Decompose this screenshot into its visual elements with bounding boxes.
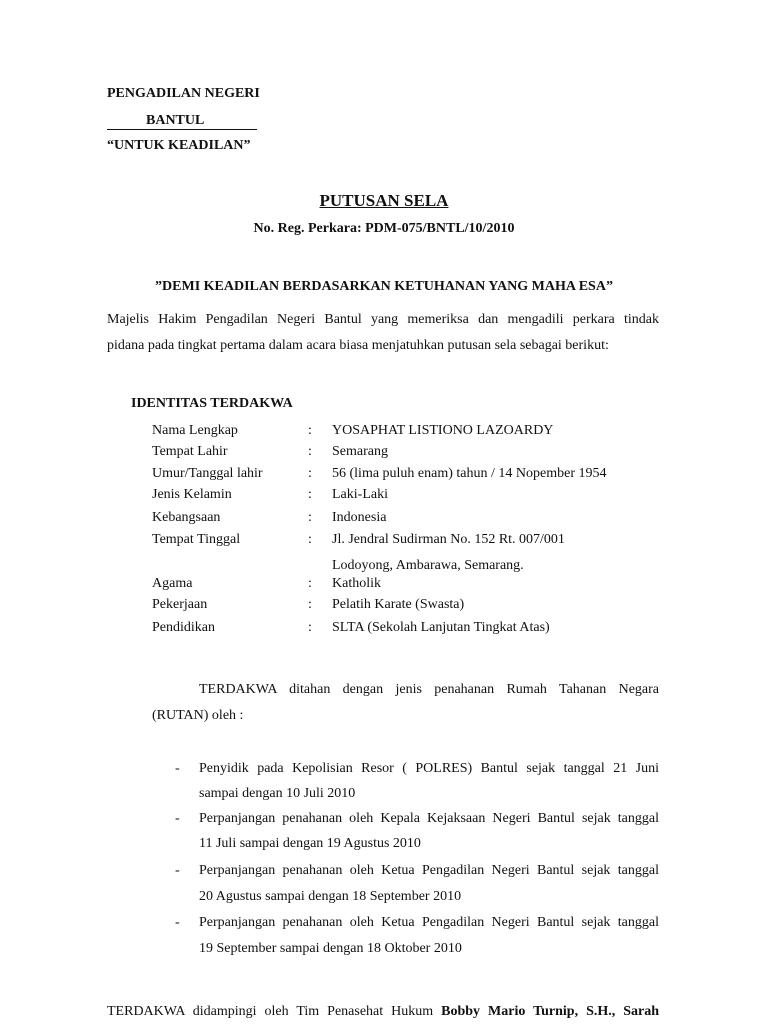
identity-label: Kebangsaan [152,510,221,525]
identity-colon: : [308,487,312,502]
list-bullet: - [175,761,180,776]
identity-colon: : [308,510,312,525]
detention-line-1: TERDAKWA ditahan dengan jenis penahanan Rumah Tahanan Negara [199,682,659,697]
identity-label: Agama [152,576,193,591]
identity-label: Nama Lengkap [152,423,238,438]
counsel-text: TERDAKWA didampingi oleh Tim Penasehat Hukum [107,1004,434,1019]
identity-colon: : [308,444,312,459]
identity-value: 56 (lima puluh enam) tahun / 14 Nopember 1954 [332,466,607,481]
header-divider [107,129,257,130]
identity-value: Indonesia [332,510,387,525]
identity-value: Semarang [332,444,388,459]
identity-value: Jl. Jendral Sudirman No. 152 Rt. 007/001 [332,532,565,547]
identity-colon: : [308,466,312,481]
identity-label: Tempat Tinggal [152,532,241,547]
counsel-line [107,1004,659,1020]
detention-line-2: (RUTAN) oleh : [152,708,244,723]
list-item-line: 11 Juli sampai dengan 19 Agustus 2010 [199,836,421,851]
identity-label: Umur/Tanggal lahir [152,466,263,481]
list-bullet: - [175,863,180,878]
list-item-line: Penyidik pada Kepolisian Resor ( POLRES) Bantul sejak tanggal 21 Juni [199,761,659,776]
identity-label: Tempat Lahir [152,444,228,459]
identity-value: Katholik [332,576,381,591]
identity-heading: IDENTITAS TERDAKWA [131,396,293,411]
list-item-line: sampai dengan 10 Juli 2010 [199,786,356,801]
identity-label: Pendidikan [152,620,215,635]
identity-colon: : [308,597,312,612]
identity-label: Jenis Kelamin [152,487,232,502]
list-item-line: Perpanjangan penahanan oleh Ketua Pengadilan Negeri Bantul sejak tanggal [199,915,659,930]
counsel-names: Bobby Mario Turnip, S.H., Sarah [441,1004,660,1019]
court-name: PENGADILAN NEGERI [107,86,260,101]
identity-value: Laki-Laki [332,487,388,502]
identity-value: Lodoyong, Ambarawa, Semarang. [332,558,524,573]
identity-colon: : [308,620,312,635]
list-bullet: - [175,915,180,930]
registration-number: No. Reg. Perkara: PDM-075/BNTL/10/2010 [253,221,515,236]
identity-colon: : [308,576,312,591]
list-item-line: 19 September sampai dengan 18 Oktober 2010 [199,941,462,956]
list-item-line: 20 Agustus sampai dengan 18 September 2010 [199,889,462,904]
identity-value: Pelatih Karate (Swasta) [332,597,465,612]
document-title: PUTUSAN SELA [319,191,449,210]
intro-line-1: Majelis Hakim Pengadilan Negeri Bantul yang memeriksa dan mengadili perkara tindak [107,312,659,327]
identity-value: YOSAPHAT LISTIONO LAZOARDY [332,423,554,438]
list-item-line: Perpanjangan penahanan oleh Ketua Pengadilan Negeri Bantul sejak tanggal [199,863,659,878]
list-bullet: - [175,811,180,826]
identity-value: SLTA (Sekolah Lanjutan Tingkat Atas) [332,620,550,635]
identity-colon: : [308,423,312,438]
identity-colon: : [308,532,312,547]
intro-line-2: pidana pada tingkat pertama dalam acara biasa menjatuhkan putusan sela sebagai berikut: [107,338,609,353]
court-city: BANTUL [146,113,205,128]
list-item-line: Perpanjangan penahanan oleh Kepala Kejaksaan Negeri Bantul sejak tanggal [199,811,659,826]
invocation: ”DEMI KEADILAN BERDASARKAN KETUHANAN YANG MAHA ESA” [155,279,613,294]
identity-label: Pekerjaan [152,597,208,612]
court-motto: “UNTUK KEADILAN” [107,138,251,153]
